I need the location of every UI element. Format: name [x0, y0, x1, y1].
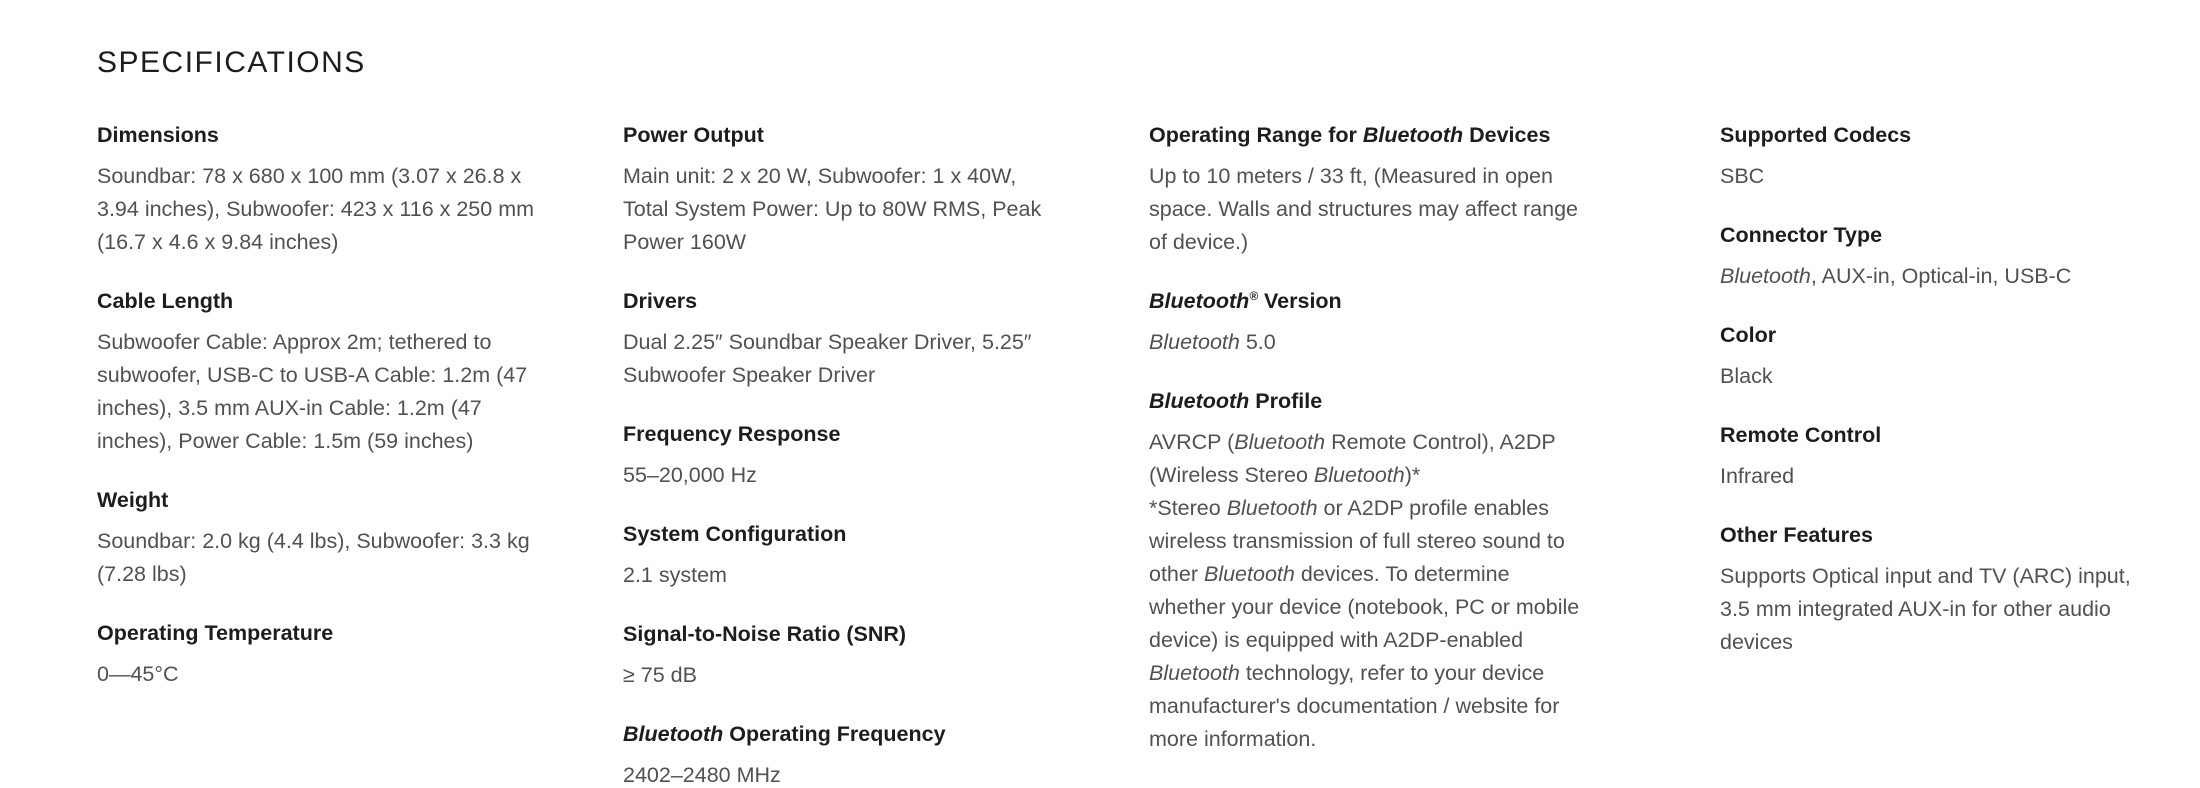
spec-heading: Signal-to-Noise Ratio (SNR) [623, 622, 907, 646]
spec-value: Subwoofer Cable: Approx 2m; tethered to subwoofer, USB-C to USB-A Cable: 1.2m (47 inches), 3.5 mm AUX-in Cable: 1.2m (47 inches), Power Cable: 1.5m (59 inches) [97, 330, 528, 453]
spec-value: Bluetooth, AUX-in, Optical-in, USB-C [1720, 264, 2072, 288]
registered-trademark-symbol: ® [1249, 288, 1259, 303]
italic-text: Bluetooth [1149, 330, 1240, 354]
spec-value: Dual 2.25″ Soundbar Speaker Driver, 5.25″ Subwoofer Speaker Driver [623, 330, 1032, 387]
spec-value: 0—45°C [97, 662, 179, 686]
spec-value: Black [1720, 364, 1773, 388]
italic-text: Bluetooth [1362, 123, 1464, 147]
spec-section [623, 419, 1061, 492]
spec-section [623, 619, 1061, 692]
spec-value: Bluetooth 5.0 [1149, 330, 1276, 354]
italic-text: Bluetooth [1720, 264, 1811, 288]
spec-heading: Drivers [623, 289, 698, 313]
spec-column-3 [1149, 120, 1589, 783]
spec-heading: Connector Type [1720, 223, 1883, 247]
spec-heading: Bluetooth® Version [1149, 288, 1342, 313]
spec-section [623, 286, 1061, 392]
spec-section [623, 519, 1061, 592]
spec-value: Infrared [1720, 464, 1795, 488]
italic-text: Bluetooth [1313, 463, 1405, 487]
spec-value: Main unit: 2 x 20 W, Subwoofer: 1 x 40W, Total System Power: Up to 80W RMS, Peak Power 160W [623, 164, 1042, 254]
spec-heading: Cable Length [97, 289, 234, 313]
spec-value: AVRCP (Bluetooth Remote Control), A2DP (Wireless Stereo Bluetooth)* *Stereo Bluetooth or A2DP profile enables wireless transmission of full stereo sound to other Bluetooth devices. To determine whether your device (notebook, PC or mobile device) is equipped with A2DP-enabled Bluetooth technology, refer to your device manufacturer's documentation / website for more information. [1149, 430, 1580, 751]
spec-section [1720, 220, 2140, 293]
spec-section [1149, 120, 1589, 259]
spec-section [97, 618, 535, 691]
italic-text: Bluetooth® [1149, 288, 1259, 313]
spec-value: 2.1 system [623, 563, 727, 587]
spec-section [97, 120, 535, 259]
spec-section [97, 485, 535, 591]
spec-heading: Frequency Response [623, 422, 841, 446]
page-title: SPECIFICATIONS [97, 46, 366, 79]
spec-section [1720, 120, 2140, 193]
spec-heading: System Configuration [623, 522, 847, 546]
spec-value: Up to 10 meters / 33 ft, (Measured in open space. Walls and structures may affect range of device.) [1149, 164, 1579, 254]
spec-columns [97, 120, 2200, 788]
spec-section [97, 286, 535, 458]
spec-value: Supports Optical input and TV (ARC) input, 3.5 mm integrated AUX-in for other audio devices [1720, 564, 2131, 654]
spec-section [1149, 386, 1589, 756]
spec-heading: Power Output [623, 123, 764, 147]
spec-column-2 [623, 120, 1061, 788]
spec-heading: Supported Codecs [1720, 123, 1912, 147]
spec-value: 2402–2480 MHz [623, 763, 781, 787]
spec-heading: Remote Control [1720, 423, 1882, 447]
spec-heading: Other Features [1720, 523, 1873, 547]
spec-section [1149, 286, 1589, 359]
italic-text: Bluetooth [623, 722, 724, 746]
spec-heading: Color [1720, 323, 1777, 347]
spec-section [1720, 320, 2140, 393]
spec-value: SBC [1720, 164, 1765, 188]
spec-column-1 [97, 120, 535, 718]
spec-heading: Dimensions [97, 123, 219, 147]
spec-section [623, 719, 1061, 788]
spec-value: Soundbar: 2.0 kg (4.4 lbs), Subwoofer: 3.3 kg (7.28 lbs) [97, 529, 530, 586]
italic-text: Bluetooth [1203, 562, 1295, 586]
spec-section [1720, 520, 2140, 659]
spec-heading: Operating Temperature [97, 621, 334, 645]
italic-text: Bluetooth [1149, 389, 1250, 413]
spec-section [1720, 420, 2140, 493]
spec-value: Soundbar: 78 x 680 x 100 mm (3.07 x 26.8 x 3.94 inches), Subwoofer: 423 x 116 x 250 mm (16.7 x 4.6 x 9.84 inches) [97, 164, 535, 254]
spec-value: 55–20,000 Hz [623, 463, 757, 487]
spec-heading: Bluetooth Profile [1149, 389, 1323, 413]
spec-value: ≥ 75 dB [623, 663, 697, 687]
italic-text: Bluetooth [1226, 496, 1318, 520]
spec-heading: Bluetooth Operating Frequency [623, 722, 946, 746]
italic-text: Bluetooth [1234, 430, 1326, 454]
spec-heading: Operating Range for Bluetooth Devices [1149, 123, 1551, 147]
spec-column-4 [1720, 120, 2140, 686]
spec-section [623, 120, 1061, 259]
italic-text: Bluetooth [1149, 661, 1240, 685]
spec-heading: Weight [97, 488, 169, 512]
